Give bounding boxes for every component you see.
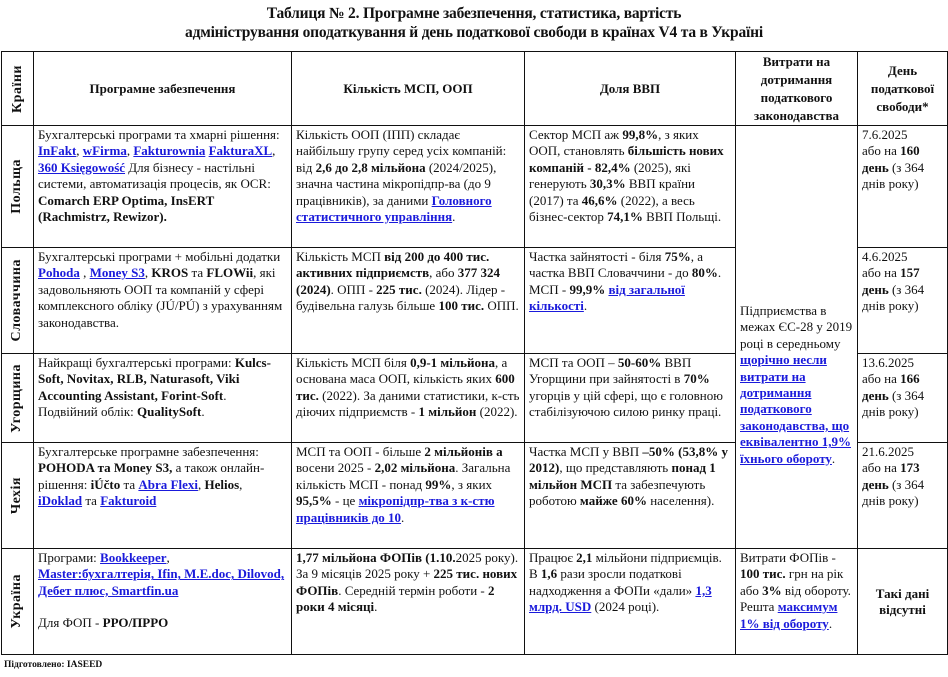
table-row-ukraine [2,549,948,655]
link-eu-costs[interactable]: щорічно несли витрати на дотримання податкового законодавства, що еквівалентно 1,9% їхнього обороту [740,352,851,466]
header-freedom-day: День податкової свободи* [858,52,948,126]
link-360-ksiegowosc[interactable]: 360 Księgowość [38,159,126,175]
country-cell: Чехія [2,443,34,549]
link-ua-software-list[interactable]: Master:бухгалтерія, Ifin, M.E.doc, Dilovod, Дебет плюс, Smartfin.ua [38,566,285,598]
header-country: Країни [2,52,34,126]
link-wfirma[interactable]: wFirma [82,143,127,159]
count-cell: МСП та ООП - більше 2 мільйонів а восени 2025 - 2,02 мільйона. Загальна кількість МСП - понад 99%, з яких 95,5% - це мікропідпр-тва з к-стю працівників до 10. [292,443,525,549]
table-row-poland [2,126,948,248]
title-line-1: Таблиця № 2. Програмне забезпечення, статистика, вартість [266,5,682,22]
gdp-cell: Частка МСП у ВВП –50% (53,8% у 2012), що представляють понад 1 мільйон МСП та забезпечують роботою майже 60% населення). [525,443,736,549]
link-idoklad[interactable]: iDoklad [38,493,83,509]
comparison-table [1,51,948,655]
software-cell: Бухгалтерські програми та хмарні рішення: InFakt, wFirma, Fakturownia FakturaXL, 360 Księgowość Для бізнесу - настільні системи, автоматизація процесів, як OCR: Comarch ERP Optima, InsERT (Rachmistrz, Rewizor). [34,126,292,248]
country-cell: Словаччина [2,248,34,354]
count-cell: 1,77 мільйона ФОПів (1.10.2025 року). За 9 місяців 2025 року + 225 тис. нових ФОПів. Середній термін роботи - 2 роки 4 місяці. [292,549,525,655]
software-cell: Бухгалтерські програми + мобільні додатки Pohoda , Money S3, KROS та FLOWii, які задовольняють ООП та компаній у сфері комплексного обліку (JÚ/PÚ) з урахуванням законодавства. [34,248,292,354]
header-count: Кількість МСП, ООП [292,52,525,126]
software-cell: Програми: Bookkeeper, Master:бухгалтерія, Ifin, M.E.doc, Dilovod, Дебет плюс, Smartfin.ua Для ФОП - РРО/ПРРО [34,549,292,655]
link-pohoda[interactable]: Pohoda [38,265,80,281]
header-costs: Витрати на дотримання податкового законодавства [736,52,858,126]
link-fakturaxl[interactable]: FakturaXL [208,143,273,159]
link-gus[interactable]: Головного статистичного управління [296,192,492,225]
freedom-day-cell: Такі дані відсутні [858,549,948,655]
freedom-day-cell: 13.6.2025 або на 166 день (з 364 днів року) [858,354,948,443]
country-cell: Угорщина [2,354,34,443]
country-cell: Україна [2,549,34,655]
link-fakturownia[interactable]: Fakturownia [133,143,206,159]
gdp-cell: Частка зайнятості - біля 75%, а частка ВВП Словаччини - до 80%. МСП - 99,9% від загальної кількості. [525,248,736,354]
link-fakturoid[interactable]: Fakturoid [100,493,157,509]
header-software: Програмне забезпечення [34,52,292,126]
freedom-day-cell: 21.6.2025 або на 173 день (з 364 днів року) [858,443,948,549]
link-infakt[interactable]: InFakt [38,143,77,159]
link-max-1-percent[interactable]: максимум 1% від обороту [740,599,838,631]
link-money-s3[interactable]: Money S3 [89,265,145,281]
header-row [2,52,948,126]
count-cell: Кількість ООП (ІПП) складає найбільшу групу серед усіх компаній: від 2,6 до 2,8 мільйона (2024/2025), значна частина мікропідпр-ва (до 9 працівників), за даними Головного статистичного управління. [292,126,525,248]
table-title [0,4,948,42]
costs-cell: Витрати ФОПів - 100 тис. грн на рік або 3% від обороту. Решта максимум 1% від обороту. [736,549,858,655]
link-abra-flexi[interactable]: Abra Flexi [138,476,198,492]
count-cell: Кількість МСП біля 0,9-1 мільйона, а основана маса ООП, кількість яких 600 тис. (2022). За даними статистики, к-сть діючих підприємств - 1 мільйон (2022). [292,354,525,443]
gdp-cell: Сектор МСП аж 99,8%, з яких ООП, становлять більшість нових компаній - 82,4% (2025), які генерують 30,3% ВВП країни (2017) та 46,6% (2022), а весь бізнес-сектор 74,1% ВВП Польщі. [525,126,736,248]
link-total-count[interactable]: від загальної кількості [529,281,685,314]
software-cell: Найкращі бухгалтерські програми: Kulcs-Soft, Novitax, RLB, Naturasoft, Viki Accounting Assistant, Forint-Soft. Подвійний облік: QualitySoft. [34,354,292,443]
gdp-cell: Працює 2,1 мільйони підприємців. В 1,6 рази зросли податкові надходження а ФОПи «дали» 1,3 млрд. USD (2024 році). [525,549,736,655]
country-cell: Польща [2,126,34,248]
freedom-day-cell: 4.6.2025 або на 157 день (з 364 днів року) [858,248,948,354]
freedom-day-cell: 7.6.2025 або на 160 день (з 364 днів року) [858,126,948,248]
footer-prepared-by: Підготовлено: IASEED [4,660,103,670]
link-1-3-bln-usd[interactable]: 1,3 млрд. USD [529,582,712,615]
count-cell: Кількість МСП від 200 до 400 тис. активних підприємств, або 377 324 (2024). ОПП - 225 тис. (2024). Лідер - будівельна галузь більше 100 тис. ОПП. [292,248,525,354]
link-bookkeeper[interactable]: Bookkeeper [100,550,167,565]
software-cell: Бухгалтерське програмне забезпечення: POHODA та Money S3, а також онлайн-рішення: iÚčto та Abra Flexi, Helios, iDoklad та Fakturoid [34,443,292,549]
gdp-cell: МСП та ООП – 50-60% ВВП Угорщини при зайнятості в 70% угорців у цій сфері, що є головною стабілізуючою силою ринку праці. [525,354,736,443]
title-line-2: адміністрування оподаткування й день податкової свободи в країнах V4 та в Україні [185,24,763,41]
eu-costs-cell: Підприємства в межах ЄС-28 у 2019 році в середньому щорічно несли витрати на дотримання податкового законодавства, що еквівалентно 1,9% їхнього обороту. [736,126,858,549]
link-micro-enterprises[interactable]: мікропідпр-тва з к-стю працівників до 10 [296,493,495,525]
header-gdp: Доля ВВП [525,52,736,126]
